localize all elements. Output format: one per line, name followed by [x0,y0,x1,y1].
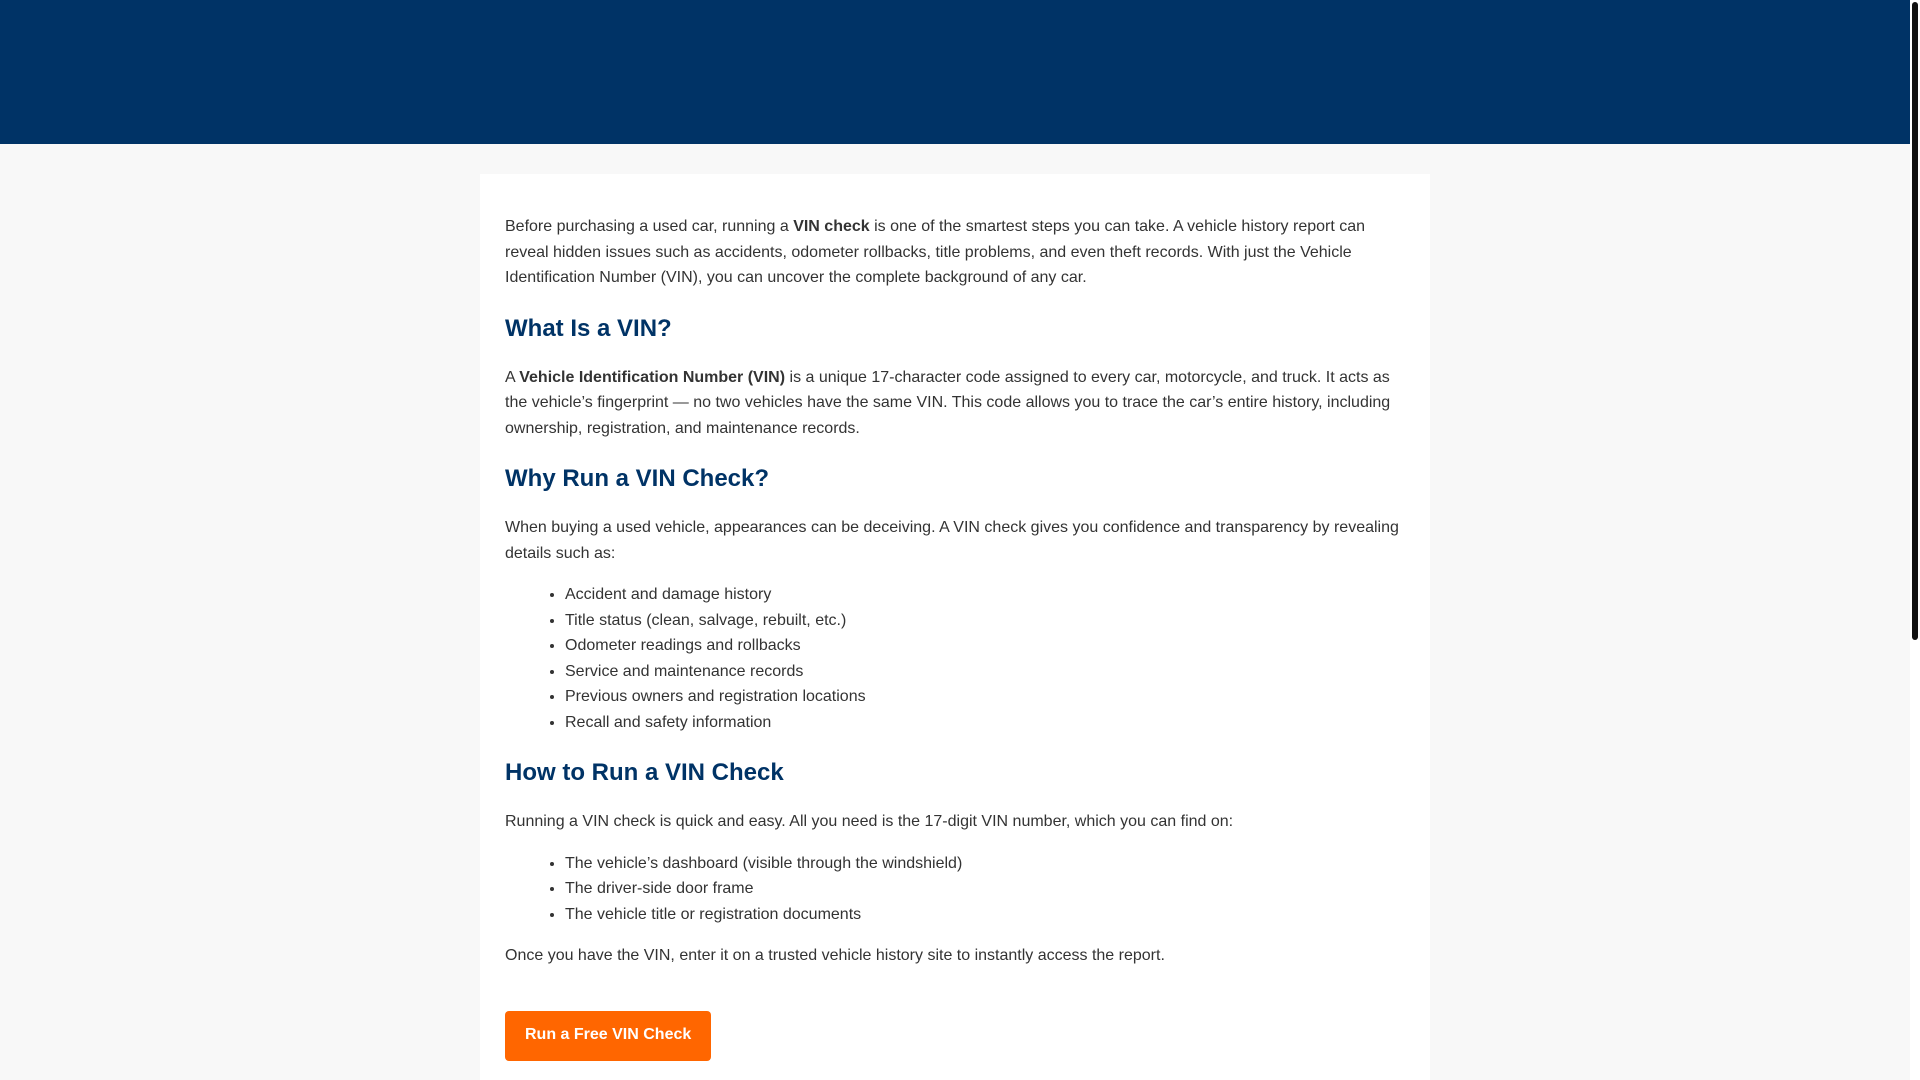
intro-bold-vin-check: VIN check [793,218,870,235]
list-item: • Previous owners and registration locations [565,684,1405,710]
how-to-run-paragraph: Running a VIN check is quick and easy. All you need is the 17-digit VIN number, which you can find on: [505,813,1234,830]
run-free-vin-check-button[interactable]: Run a Free VIN Check [505,1011,711,1061]
list-item: • Title status (clean, salvage, rebuilt, etc.) [565,608,1405,634]
intro-text-end: is one of the smartest steps you can take. A vehicle history report can reveal hidden issues such as accidents, odometer rollbacks, title problems, and even theft records. With just the Vehicle Identification Number (VIN), you can uncover the complete background of any car. [505,218,1366,286]
list-item: • Recall and safety information [565,710,1405,736]
heading-what-is-vin: What Is a VIN? [505,314,672,342]
heading-how-to-run: How to Run a VIN Check [505,759,784,786]
list-item: • The driver-side door frame [565,876,1405,902]
heading-why-run-vin-check: Why Run a VIN Check? [505,465,770,492]
article-card [480,174,1430,1080]
intro-paragraph [505,214,1405,291]
scrollbar-thumb[interactable] [1912,2,1918,640]
what-is-vin-bold: Vehicle Identification Number (VIN) [519,368,786,386]
what-is-vin-text-end: is a unique 17-character code assigned to every car, motorcycle, and truck. It acts as the vehicle’s fingerprint — no two vehicles have the same VIN. This code allows you to trace the car’s entire history, including ownership, registration, and maintenance records. [505,368,1391,437]
list-item: • Service and maintenance records [565,659,1405,685]
why-run-paragraph: When buying a used vehicle, appearances can be deceiving. A VIN check gives you confidence and transparency by revealing details such as: [505,519,1399,562]
what-is-vin-paragraph [505,365,1405,442]
closing-paragraph: Once you have the VIN, enter it on a trusted vehicle history site to instantly access the report. [505,947,1165,964]
vin-location-list [505,851,1405,928]
site-header [0,0,1910,144]
list-item: • Accident and damage history [565,582,1405,608]
vertical-scrollbar[interactable] [1910,0,1920,1080]
intro-text-start: Before purchasing a used car, running a [505,218,794,235]
list-item: • The vehicle’s dashboard (visible through the windshield) [565,851,1405,877]
list-item: • Odometer readings and rollbacks [565,633,1405,659]
what-is-vin-text-start: A [505,368,520,386]
list-item: • The vehicle title or registration documents [565,902,1405,928]
vin-check-details-list [505,582,1405,735]
